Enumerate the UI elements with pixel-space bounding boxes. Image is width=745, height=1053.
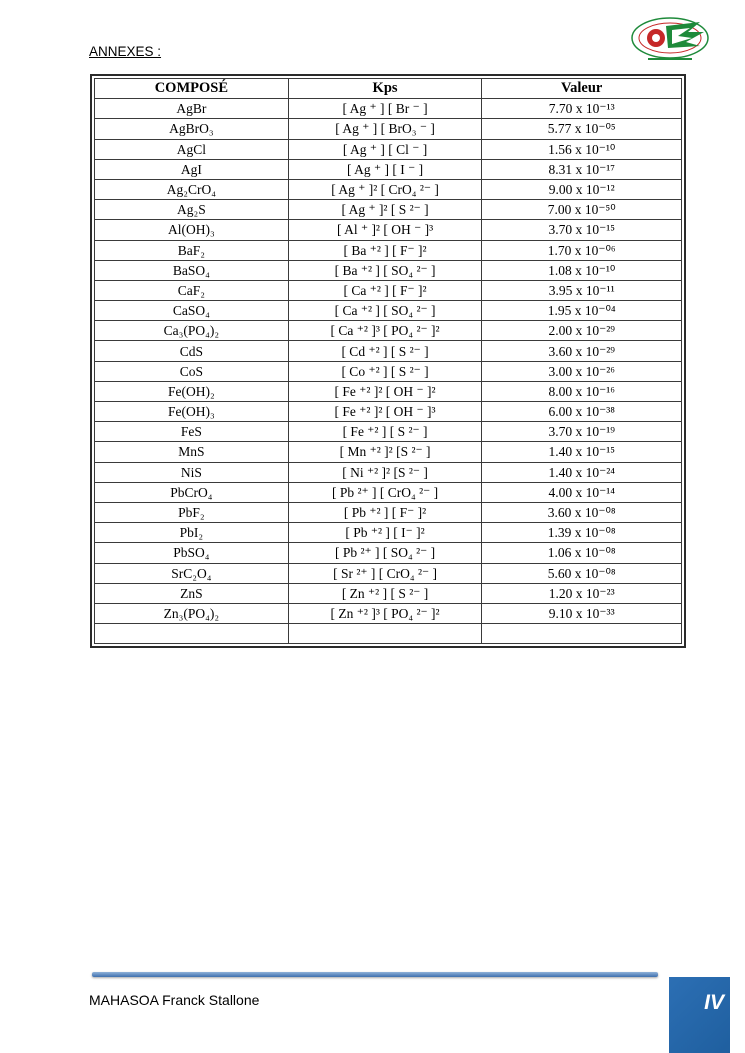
cell-value: 3.60 x 10⁻⁰⁸ <box>482 502 682 522</box>
table-row <box>95 422 682 442</box>
cell-value: 7.00 x 10⁻⁵⁰ <box>482 200 682 220</box>
table-row <box>95 220 682 240</box>
cell-kps: [ Fe ⁺² ] [ S ²⁻ ] <box>288 422 482 442</box>
cell-value: 9.00 x 10⁻¹² <box>482 179 682 199</box>
cell-compound: CaSO₄ <box>95 301 289 321</box>
table-row <box>95 200 682 220</box>
cell-compound: CdS <box>95 341 289 361</box>
table-row <box>95 341 682 361</box>
cell-value: 3.70 x 10⁻¹⁵ <box>482 220 682 240</box>
table-row <box>95 179 682 199</box>
cell-kps: [ Mn ⁺² ]² [S ²⁻ ] <box>288 442 482 462</box>
cell-compound: NiS <box>95 462 289 482</box>
cell-kps: [ Co ⁺² ] [ S ²⁻ ] <box>288 361 482 381</box>
cell-compound: PbCrO₄ <box>95 482 289 502</box>
footer-divider <box>92 972 658 977</box>
cell-compound: Fe(OH)₃ <box>95 402 289 422</box>
cell-kps: [ Ba ⁺² ] [ F⁻ ]² <box>288 240 482 260</box>
cell-value: 8.00 x 10⁻¹⁶ <box>482 381 682 401</box>
footer-author: MAHASOA Franck Stallone <box>89 992 260 1008</box>
page-number: IV <box>704 991 724 1014</box>
cell-compound: CoS <box>95 361 289 381</box>
column-header-compound: COMPOSÉ <box>95 79 289 99</box>
cell-value: 5.60 x 10⁻⁰⁸ <box>482 563 682 583</box>
cell-kps: [ Ag ⁺ ] [ Br ⁻ ] <box>288 99 482 119</box>
cell-kps: [ Zn ⁺² ]³ [ PO₄ ²⁻ ]² <box>288 603 482 623</box>
cell-value: 3.60 x 10⁻²⁹ <box>482 341 682 361</box>
cell-kps: [ Pb ²⁺ ] [ SO₄ ²⁻ ] <box>288 543 482 563</box>
cell-compound: Ag₂S <box>95 200 289 220</box>
table-row <box>95 583 682 603</box>
cell-value: 9.10 x 10⁻³³ <box>482 603 682 623</box>
cell-kps: [ Ca ⁺² ] [ F⁻ ]² <box>288 280 482 300</box>
table-row <box>95 482 682 502</box>
table-row <box>95 543 682 563</box>
cell-kps: [ Sr ²⁺ ] [ CrO₄ ²⁻ ] <box>288 563 482 583</box>
cell-compound: Zn₃(PO₄)₂ <box>95 603 289 623</box>
cell-compound: CaF₂ <box>95 280 289 300</box>
cell-value: 2.00 x 10⁻²⁹ <box>482 321 682 341</box>
cell-compound: AgI <box>95 159 289 179</box>
table-row <box>95 624 682 644</box>
table-row <box>95 462 682 482</box>
cell-value: 5.77 x 10⁻⁰⁵ <box>482 119 682 139</box>
table-row <box>95 361 682 381</box>
ksp-table <box>94 78 682 644</box>
table-row <box>95 139 682 159</box>
cell-kps: [ Al ⁺ ]² [ OH ⁻ ]³ <box>288 220 482 240</box>
cell-value: 1.70 x 10⁻⁰⁶ <box>482 240 682 260</box>
cell-value: 7.70 x 10⁻¹³ <box>482 99 682 119</box>
column-header-kps: Kps <box>288 79 482 99</box>
cell-value: 8.31 x 10⁻¹⁷ <box>482 159 682 179</box>
cell-compound <box>95 624 289 644</box>
cell-compound: AgBrO₃ <box>95 119 289 139</box>
table-row <box>95 563 682 583</box>
table-row <box>95 99 682 119</box>
cell-value: 1.95 x 10⁻⁰⁴ <box>482 301 682 321</box>
table-row <box>95 159 682 179</box>
cell-compound: AgBr <box>95 99 289 119</box>
cell-kps: [ Ca ⁺² ]³ [ PO₄ ²⁻ ]² <box>288 321 482 341</box>
cell-kps: [ Cd ⁺² ] [ S ²⁻ ] <box>288 341 482 361</box>
cell-compound: PbF₂ <box>95 502 289 522</box>
table-row <box>95 119 682 139</box>
cell-value: 6.00 x 10⁻³⁸ <box>482 402 682 422</box>
cell-compound: PbSO₄ <box>95 543 289 563</box>
column-header-value: Valeur <box>482 79 682 99</box>
cell-value: 4.00 x 10⁻¹⁴ <box>482 482 682 502</box>
cell-compound: Fe(OH)₂ <box>95 381 289 401</box>
institution-logo-icon <box>628 14 712 66</box>
cell-value: 1.40 x 10⁻¹⁵ <box>482 442 682 462</box>
table-row <box>95 301 682 321</box>
cell-value: 3.70 x 10⁻¹⁹ <box>482 422 682 442</box>
cell-kps: [ Ag ⁺ ] [ BrO₃ ⁻ ] <box>288 119 482 139</box>
page-number-box <box>669 977 730 1053</box>
table-row <box>95 502 682 522</box>
cell-compound: SrC₂O₄ <box>95 563 289 583</box>
cell-compound: Ag₂CrO₄ <box>95 179 289 199</box>
cell-kps: [ Ca ⁺² ] [ SO₄ ²⁻ ] <box>288 301 482 321</box>
page-title: ANNEXES : <box>89 44 162 59</box>
cell-compound: PbI₂ <box>95 523 289 543</box>
cell-value: 1.20 x 10⁻²³ <box>482 583 682 603</box>
cell-compound: ZnS <box>95 583 289 603</box>
table-row <box>95 260 682 280</box>
cell-kps: [ Fe ⁺² ]² [ OH ⁻ ]³ <box>288 402 482 422</box>
cell-value: 1.08 x 10⁻¹⁰ <box>482 260 682 280</box>
cell-value <box>482 624 682 644</box>
table-row <box>95 442 682 462</box>
table-body <box>95 99 682 644</box>
cell-compound: AgCl <box>95 139 289 159</box>
cell-kps: [ Fe ⁺² ]² [ OH ⁻ ]² <box>288 381 482 401</box>
table-row <box>95 240 682 260</box>
table-row <box>95 280 682 300</box>
cell-value: 3.95 x 10⁻¹¹ <box>482 280 682 300</box>
cell-value: 1.06 x 10⁻⁰⁸ <box>482 543 682 563</box>
cell-value: 3.00 x 10⁻²⁶ <box>482 361 682 381</box>
cell-kps: [ Ni ⁺² ]² [S ²⁻ ] <box>288 462 482 482</box>
cell-value: 1.39 x 10⁻⁰⁸ <box>482 523 682 543</box>
table-row <box>95 381 682 401</box>
cell-kps: [ Pb ²⁺ ] [ CrO₄ ²⁻ ] <box>288 482 482 502</box>
table-row <box>95 603 682 623</box>
table-row <box>95 321 682 341</box>
cell-compound: FeS <box>95 422 289 442</box>
cell-compound: BaSO₄ <box>95 260 289 280</box>
table-row <box>95 523 682 543</box>
cell-compound: BaF₂ <box>95 240 289 260</box>
cell-kps: [ Ag ⁺ ]² [ CrO₄ ²⁻ ] <box>288 179 482 199</box>
cell-value: 1.56 x 10⁻¹⁰ <box>482 139 682 159</box>
cell-kps: [ Ba ⁺² ] [ SO₄ ²⁻ ] <box>288 260 482 280</box>
cell-kps: [ Zn ⁺² ] [ S ²⁻ ] <box>288 583 482 603</box>
cell-kps: [ Ag ⁺ ]² [ S ²⁻ ] <box>288 200 482 220</box>
table-header-row <box>95 79 682 99</box>
cell-kps: [ Ag ⁺ ] [ Cl ⁻ ] <box>288 139 482 159</box>
cell-compound: Al(OH)₃ <box>95 220 289 240</box>
ksp-table-frame <box>90 74 686 648</box>
table-row <box>95 402 682 422</box>
cell-compound: MnS <box>95 442 289 462</box>
cell-value: 1.40 x 10⁻²⁴ <box>482 462 682 482</box>
cell-compound: Ca₃(PO₄)₂ <box>95 321 289 341</box>
cell-kps: [ Ag ⁺ ] [ I ⁻ ] <box>288 159 482 179</box>
cell-kps: [ Pb ⁺² ] [ I⁻ ]² <box>288 523 482 543</box>
cell-kps <box>288 624 482 644</box>
cell-kps: [ Pb ⁺² ] [ F⁻ ]² <box>288 502 482 522</box>
